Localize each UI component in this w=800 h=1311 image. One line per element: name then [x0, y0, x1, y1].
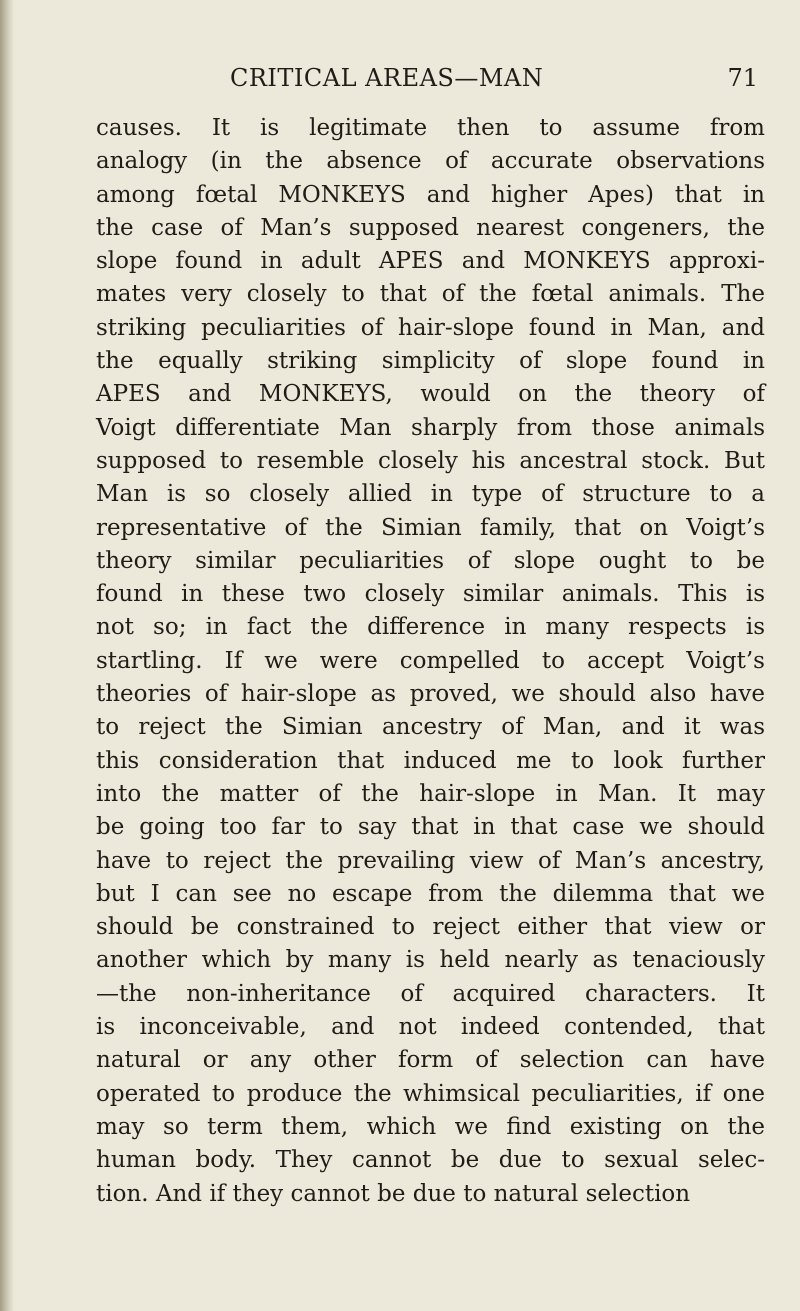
- text-line: Voigt differentiate Man sharply from those animals: [96, 414, 765, 441]
- text-line: causes. It is legitimate then to assume from: [96, 115, 765, 141]
- text-line: operated to produce the whimsical peculiarities, if one: [96, 1080, 765, 1107]
- text-line: striking peculiarities of hair-slope found in Man, and: [96, 314, 765, 341]
- text-line: into the matter of the hair-slope in Man. It may: [96, 780, 765, 807]
- text-line: —the non-inheritance of acquired characters. It: [96, 980, 765, 1007]
- text-line: slope found in adult APES and MONKEYS approxi-: [96, 248, 765, 275]
- text-line: supposed to resemble closely his ancestral stock. But: [96, 447, 765, 474]
- text-line: tion. And if they cannot be due to natural selection: [96, 1180, 691, 1207]
- text-line: representative of the Simian family, that on Voigt’s: [96, 514, 765, 541]
- text-line: should be constrained to reject either that view or: [96, 914, 765, 941]
- text-line: theories of hair-slope as proved, we should also have: [96, 681, 765, 708]
- text-line: APES and MONKEYS, would on the theory of: [96, 381, 765, 408]
- text-line: analogy (in the absence of accurate observations: [96, 148, 765, 175]
- text-line: theory similar peculiarities of slope ought to be: [96, 547, 765, 574]
- text-line: natural or any other form of selection can have: [96, 1047, 765, 1074]
- page-edge-shadow: [0, 0, 14, 1311]
- text-line: among fœtal MONKEYS and higher Apes) that in: [96, 181, 765, 208]
- text-line: another which by many is held nearly as tenaciously: [96, 947, 765, 974]
- text-line: the case of Man’s supposed nearest congeners, the: [96, 214, 765, 241]
- page-number: 71: [727, 64, 758, 92]
- text-line: this consideration that induced me to look further: [96, 747, 765, 774]
- text-line: to reject the Simian ancestry of Man, and it was: [96, 714, 765, 741]
- text-line: be going too far to say that in that case we should: [96, 814, 765, 841]
- text-line: have to reject the prevailing view of Man’s ancestry,: [96, 847, 765, 874]
- text-line: the equally striking simplicity of slope found in: [96, 348, 765, 375]
- text-line: mates very closely to that of the fœtal animals. The: [96, 281, 765, 308]
- text-line: may so term them, which we find existing on the: [96, 1113, 765, 1140]
- running-head: CRITICAL AREAS—MAN: [230, 64, 544, 92]
- text-line: is inconceivable, and not indeed contended, that: [96, 1014, 765, 1041]
- text-line: human body. They cannot be due to sexual selec-: [96, 1147, 765, 1174]
- text-line: but I can see no escape from the dilemma that we: [96, 880, 765, 907]
- text-line: Man is so closely allied in type of structure to a: [96, 481, 765, 508]
- text-line: not so; in fact the difference in many respects is: [96, 614, 765, 641]
- text-line: found in these two closely similar animals. This is: [96, 581, 765, 608]
- page-header: [230, 64, 758, 104]
- body-text: [96, 112, 765, 1211]
- text-line: startling. If we were compelled to accept Voigt’s: [96, 647, 765, 674]
